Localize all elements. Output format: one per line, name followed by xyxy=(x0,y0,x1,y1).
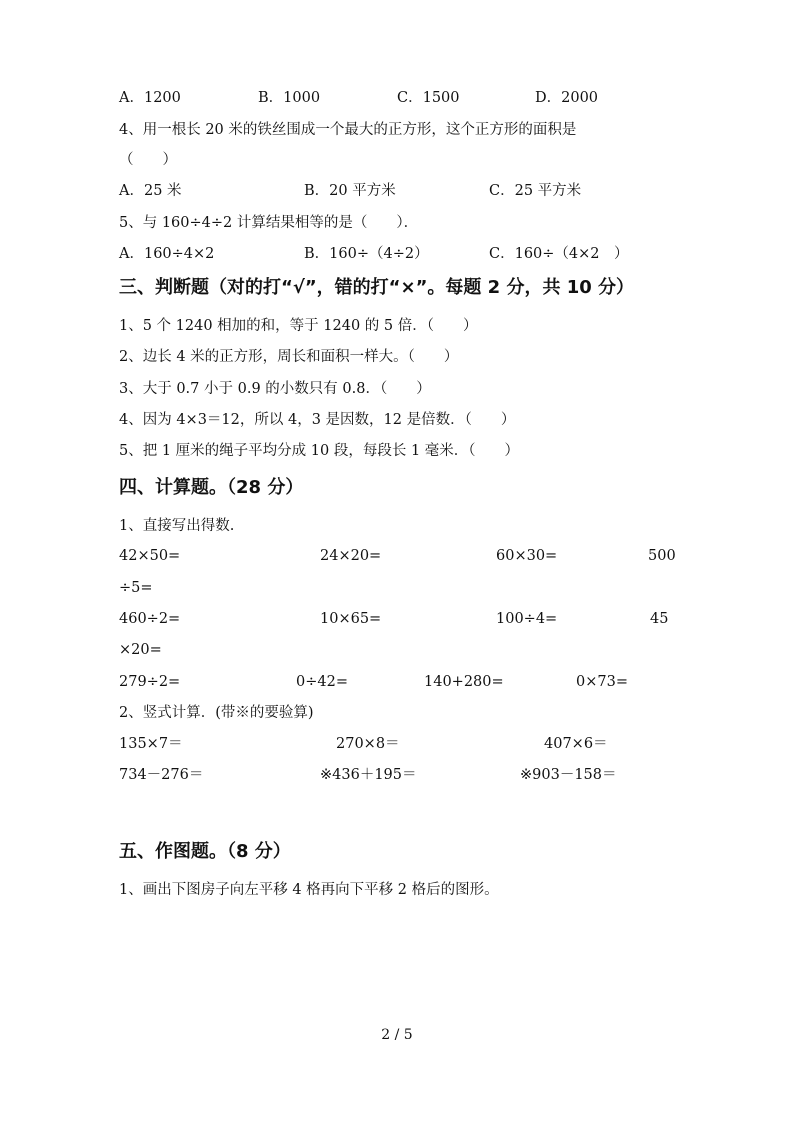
calc-item: 279÷2= xyxy=(119,674,181,690)
section-5-sub1: 1、画出下图房子向左平移 4 格再向下平移 2 格后的图形。 xyxy=(119,882,499,898)
judge-item: 1、5 个 1240 相加的和，等于 1240 的 5 倍．（ ） xyxy=(119,318,478,334)
calc-item: 0÷42= xyxy=(296,674,348,690)
calc-item: 100÷4= xyxy=(496,611,558,627)
q5-option-c: C．160÷（4×2 ） xyxy=(489,246,629,262)
judge-item: 4、因为 4×3＝12，所以 4，3 是因数，12 是倍数．（ ） xyxy=(119,412,516,428)
calc-item-wrap: ×20= xyxy=(119,642,162,658)
judge-item: 2、边长 4 米的正方形，周长和面积一样大。（ ） xyxy=(119,349,459,365)
q3-option-b: B．1000 xyxy=(258,90,321,106)
vertical-calc-item: ※903－158＝ xyxy=(520,767,617,783)
q4-option-a: A．25 米 xyxy=(119,183,182,199)
q4-answer-blank: （ ） xyxy=(119,152,177,168)
section-4-sub2: 2、竖式计算．(带※的要验算) xyxy=(119,705,314,721)
q5-text: 5、与 160÷4÷2 计算结果相等的是（ ）． xyxy=(119,215,419,231)
q4-text: 4、用一根长 20 米的铁丝围成一个最大的正方形，这个正方形的面积是 xyxy=(119,122,577,138)
calc-item: 42×50= xyxy=(119,548,181,564)
section-5-heading: 五、作图题。（8 分） xyxy=(119,841,291,862)
judge-item: 5、把 1 厘米的绳子平均分成 10 段，每段长 1 毫米．（ ） xyxy=(119,443,520,459)
calc-item: 45 xyxy=(650,611,669,627)
calc-item: 500 xyxy=(648,548,676,564)
vertical-calc-item: 135×7＝ xyxy=(119,736,183,752)
section-4-sub1: 1、直接写出得数. xyxy=(119,518,235,534)
calc-item: 24×20= xyxy=(320,548,382,564)
calc-item: 460÷2= xyxy=(119,611,181,627)
calc-item: 10×65= xyxy=(320,611,382,627)
section-4-heading: 四、计算题。（28 分） xyxy=(119,477,304,498)
calc-item: 60×30= xyxy=(496,548,558,564)
judge-item: 3、大于 0.7 小于 0.9 的小数只有 0.8．（ ） xyxy=(119,381,431,397)
vertical-calc-item: 407×6＝ xyxy=(544,736,608,752)
calc-item: 140+280= xyxy=(424,674,504,690)
vertical-calc-item: 270×8＝ xyxy=(336,736,400,752)
vertical-calc-item: 734－276＝ xyxy=(119,767,204,783)
q3-option-c: C．1500 xyxy=(397,90,460,106)
section-3-heading: 三、判断题（对的打“√”，错的打“×”。每题 2 分，共 10 分） xyxy=(119,277,635,298)
vertical-calc-item: ※436＋195＝ xyxy=(320,767,417,783)
calc-item-wrap: ÷5= xyxy=(119,580,153,596)
q3-option-d: D．2000 xyxy=(535,90,599,106)
q3-option-a: A．1200 xyxy=(119,90,181,106)
q5-option-a: A．160÷4×2 xyxy=(119,246,215,262)
q5-option-b: B．160÷（4÷2） xyxy=(304,246,429,262)
page-number: 2 / 5 xyxy=(381,1027,413,1043)
q4-option-b: B．20 平方米 xyxy=(304,183,396,199)
q4-option-c: C．25 平方米 xyxy=(489,183,582,199)
calc-item: 0×73= xyxy=(576,674,628,690)
